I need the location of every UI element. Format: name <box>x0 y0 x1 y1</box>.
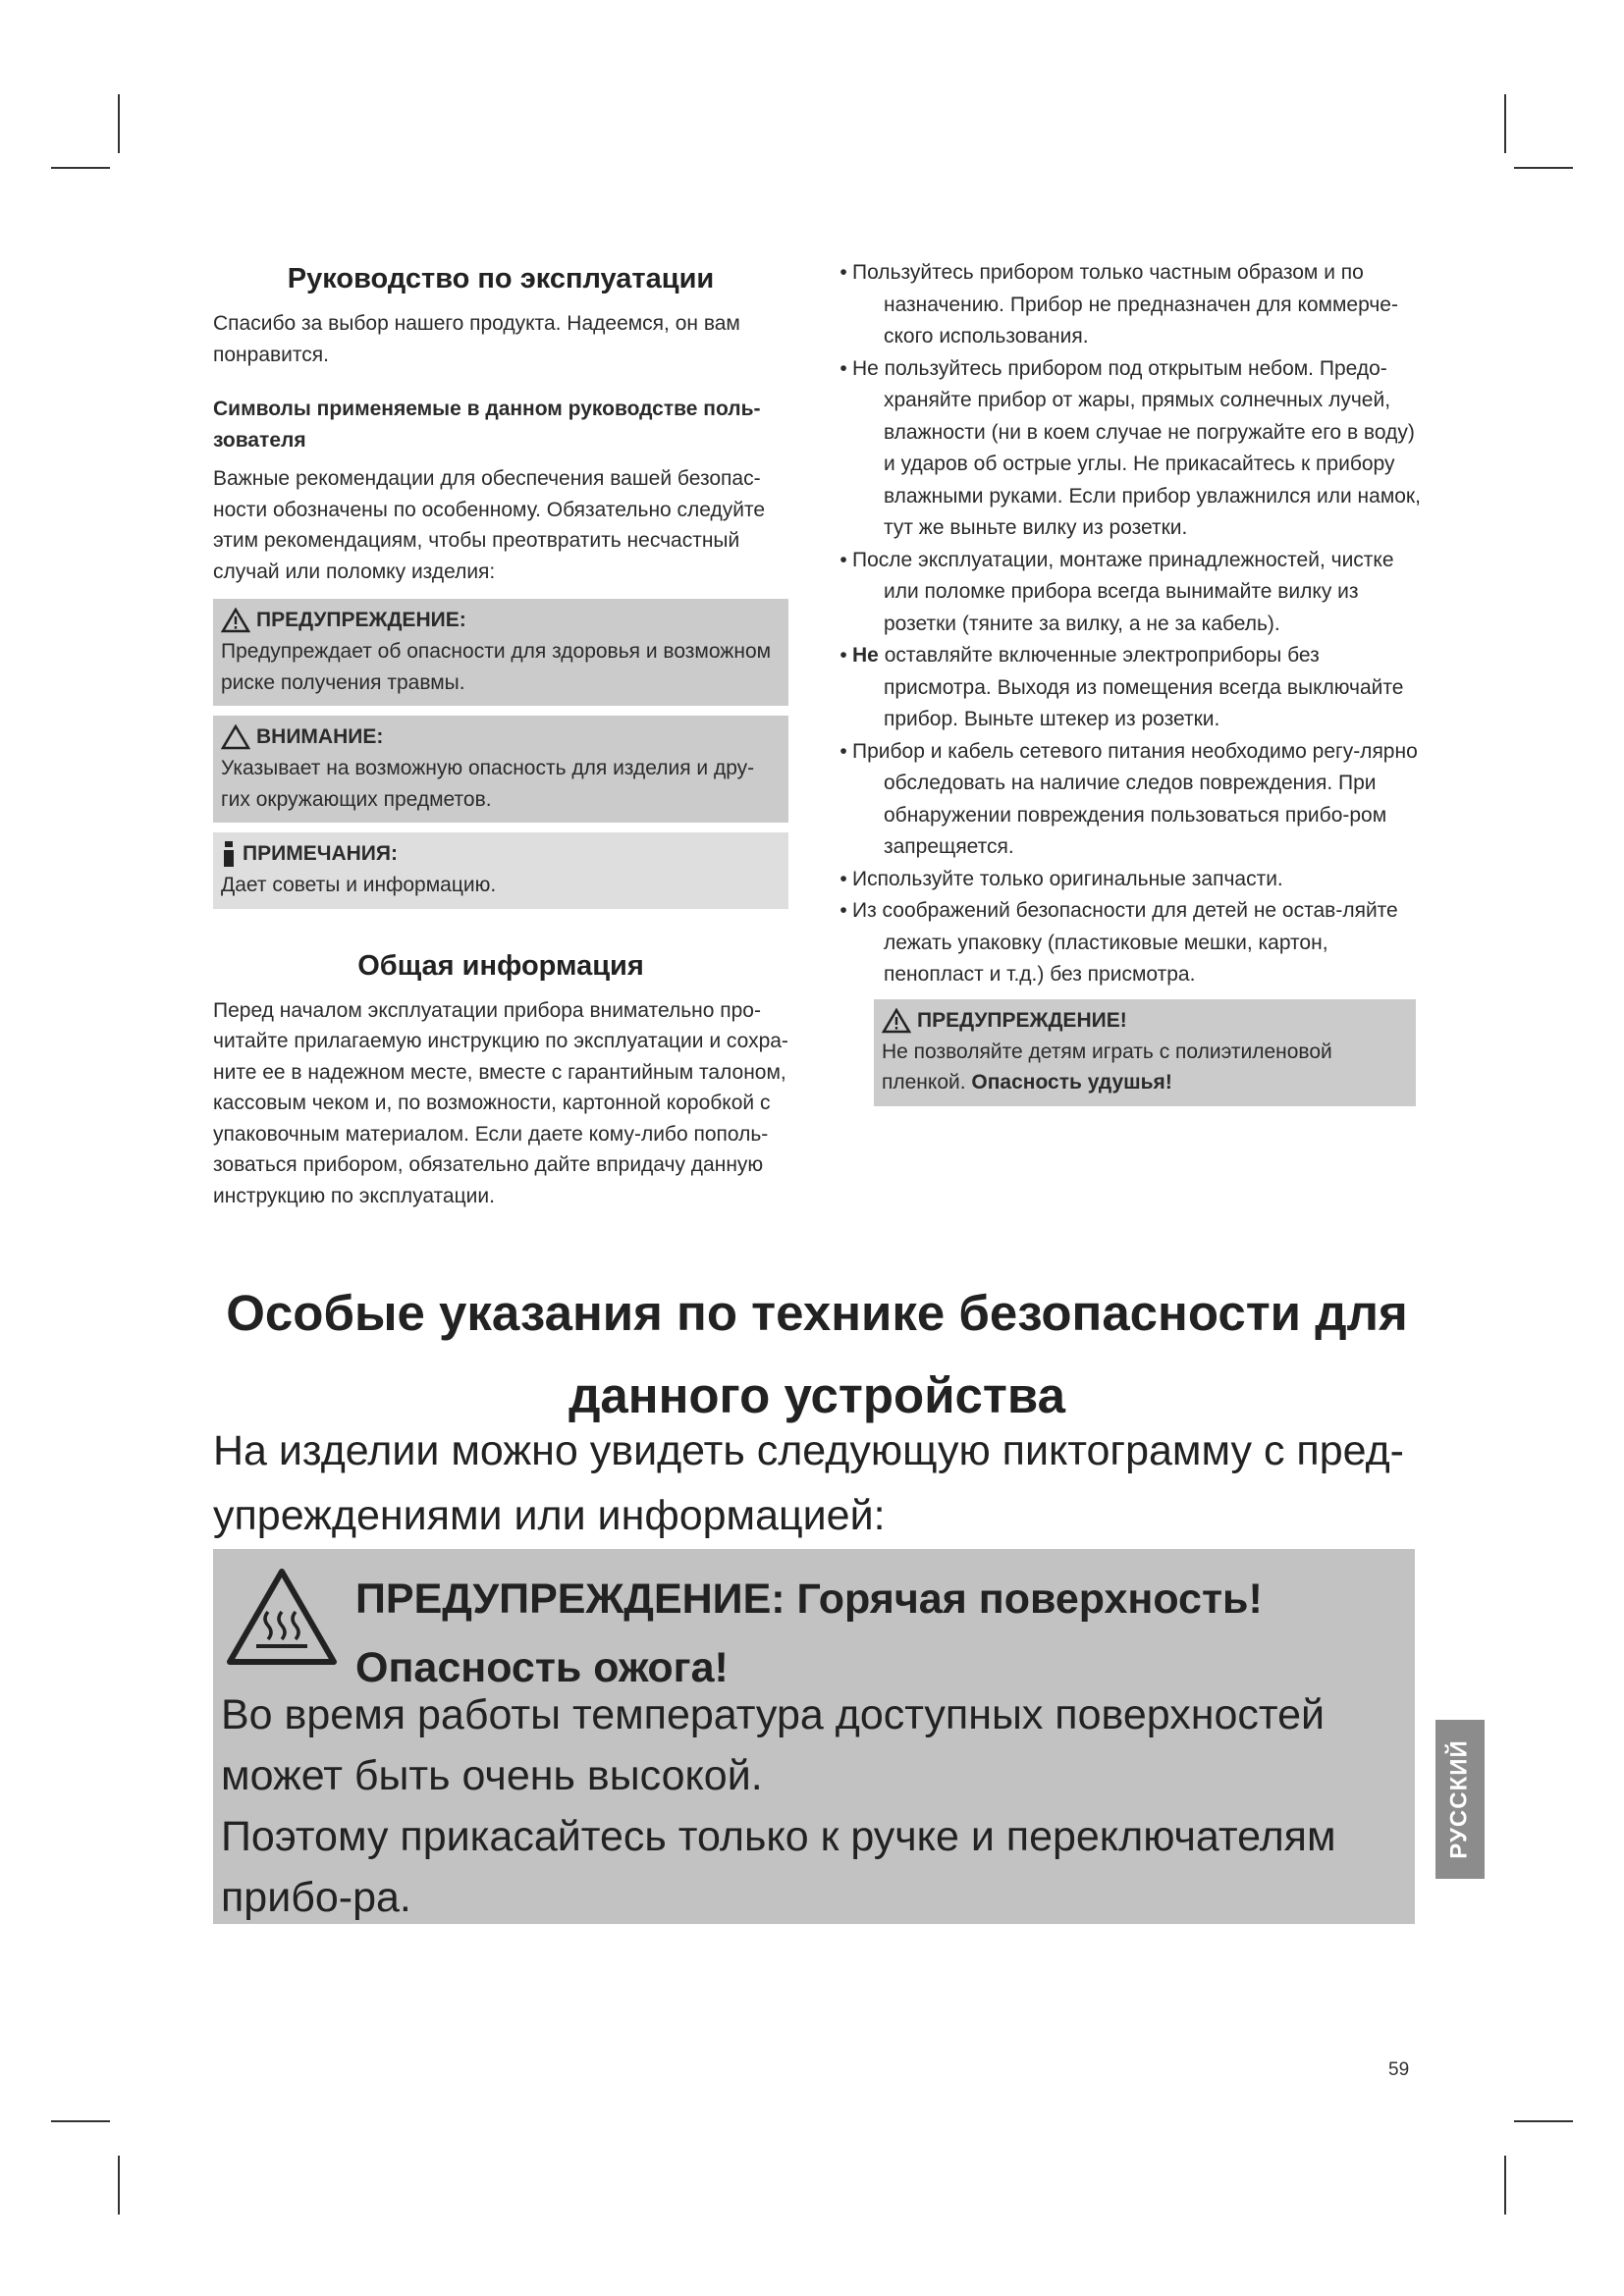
note-caution-text: Указывает на возможную опасность для изделия и дру-гих окружающих предметов. <box>221 757 755 811</box>
bullet-dot: • <box>839 899 847 922</box>
hot-surface-text-1: Во время работы температура доступных поверхностей может быть очень высокой. <box>221 1691 1326 1799</box>
right-column <box>835 257 1422 1116</box>
pictogram-intro-text: На изделии можно увидеть следующую пиктограмму с пред-упреждениями или информацией: <box>213 1427 1404 1539</box>
manual-title: Руководство по эксплуатации <box>287 263 715 294</box>
crop-mark-bottom-right-horizontal <box>1514 2120 1573 2122</box>
crop-mark-top-right-horizontal <box>1514 167 1573 169</box>
warning-triangle-icon <box>882 1008 911 1034</box>
crop-mark-bottom-left-vertical <box>118 2156 120 2215</box>
symbols-heading: Символы применяемые в данном руководстве поль-зователя <box>213 398 761 452</box>
crop-mark-top-right-vertical <box>1504 94 1506 153</box>
hot-surface-warning-icon <box>225 1567 339 1667</box>
warning-triangle-icon <box>221 608 250 633</box>
note-warning <box>213 599 788 706</box>
hot-surface-text-2: Поэтому прикасайтесь только к ручке и переключателям прибо-ра. <box>221 1813 1336 1921</box>
bullet-dot: • <box>839 644 847 667</box>
children-warning-title: ПРЕДУПРЕЖДЕНИЕ! <box>917 1008 1127 1032</box>
crop-mark-bottom-left-horizontal <box>51 2120 110 2122</box>
hot-surface-title-line1: ПРЕДУПРЕЖДЕНИЕ: Горячая поверхность! <box>355 1575 1263 1623</box>
safety-list <box>835 257 1422 991</box>
list-item: • Из соображений безопасности для детей не остав-ляйте лежать упаковку (пластиковые мешки, картон, пенопласт и т.д.) без присмотра. <box>835 895 1422 991</box>
bullet-dot: • <box>839 356 847 380</box>
list-item: • Пользуйтесь прибором только частным образом и по назначению. Прибор не предназначен для коммерче-ского использования. <box>835 257 1422 353</box>
special-safety-title: Особые указания по технике безопасности для данного устройства <box>226 1285 1408 1423</box>
hot-surface-title-line2: Опасность ожога! <box>355 1644 729 1691</box>
list-item: • Не пользуйтесь прибором под открытым небом. Предо-храняйте прибор от жары, прямых солнечных лучей, влажности (ни в коем случае не погружайте его в воду) и ударов об острые углы. Не прикасайтесь к прибору влажными руками. Если прибор увлажнился или намок, тут же выньте вилку из розетки. <box>835 353 1422 545</box>
note-warning-text: Предупреждает об опасности для здоровья и возможном риске получения травмы. <box>221 640 772 694</box>
note-info-text: Дает советы и информацию. <box>221 874 497 896</box>
note-caution-title: ВНИМАНИЕ: <box>256 725 384 748</box>
general-info-text: Перед началом эксплуатации прибора внимательно про-читайте прилагаемую инструкцию по эксплуатации и сохра-ните ее в надежном месте, вместе с гарантийным талоном, кассовым чеком и, по возможности, картонной коробкой с упаковочным материалом. Если даете кому-либо пополь-зоваться прибором, обязательно дайте впридачу данную инструкцию по эксплуатации. <box>213 998 788 1207</box>
hot-surface-body <box>221 1684 1409 1928</box>
crop-mark-top-left-vertical <box>118 94 120 153</box>
symbols-text: Важные рекомендации для обеспечения вашей безопас-ности обозначены по особенному. Обязательно следуйте этим рекомендациям, чтобы преотвратить несчастный случай или поломку изделия: <box>213 467 766 583</box>
list-item: • Не оставляйте включенные электроприборы без присмотра. Выходя из помещения всегда выключайте прибор. Выньте штекер из розетки. <box>835 640 1422 736</box>
note-warning-title: ПРЕДУПРЕЖДЕНИЕ: <box>256 609 466 631</box>
bullet-dot: • <box>839 739 847 763</box>
thanks-text: Спасибо за выбор нашего продукта. Надеемся, он вам понравится. <box>213 312 740 366</box>
note-info-title: ПРИМЕЧАНИЯ: <box>243 842 398 865</box>
info-icon <box>221 840 237 868</box>
bullet-dot: • <box>839 867 847 890</box>
general-info-title: Общая информация <box>357 949 644 982</box>
language-side-tab-label: РУССКИЙ <box>1446 1739 1473 1859</box>
children-warning-suffocation: Опасность удушья! <box>971 1071 1172 1094</box>
bullet-dot: • <box>839 548 847 571</box>
crop-mark-bottom-right-vertical <box>1504 2156 1506 2215</box>
crop-mark-top-left-horizontal <box>51 167 110 169</box>
hot-surface-warning-box <box>213 1549 1415 1924</box>
left-column <box>213 257 788 1211</box>
list-item: • Используйте только оригинальные запчасти. <box>835 864 1422 896</box>
note-info <box>213 832 788 909</box>
language-side-tab <box>1435 1720 1485 1879</box>
note-caution <box>213 716 788 823</box>
hot-surface-title <box>355 1565 1406 1702</box>
caution-triangle-icon <box>221 724 250 750</box>
bullet-dot: • <box>839 261 847 284</box>
children-warning-box <box>874 999 1416 1106</box>
children-warning-text: Не позволяйте детям играть с полиэтиленовой пленкой. <box>882 1040 1332 1094</box>
list-item: • После эксплуатации, монтаже принадлежностей, чистке или поломке прибора всегда вынимайте вилку из розетки (тяните за вилку, а не за кабель). <box>835 545 1422 641</box>
page-number: 59 <box>1388 2059 1410 2080</box>
list-item: • Прибор и кабель сетевого питания необходимо регу-лярно обследовать на наличие следов повреждения. При обнаружении повреждения пользоваться прибо-ром запрещяется. <box>835 736 1422 864</box>
